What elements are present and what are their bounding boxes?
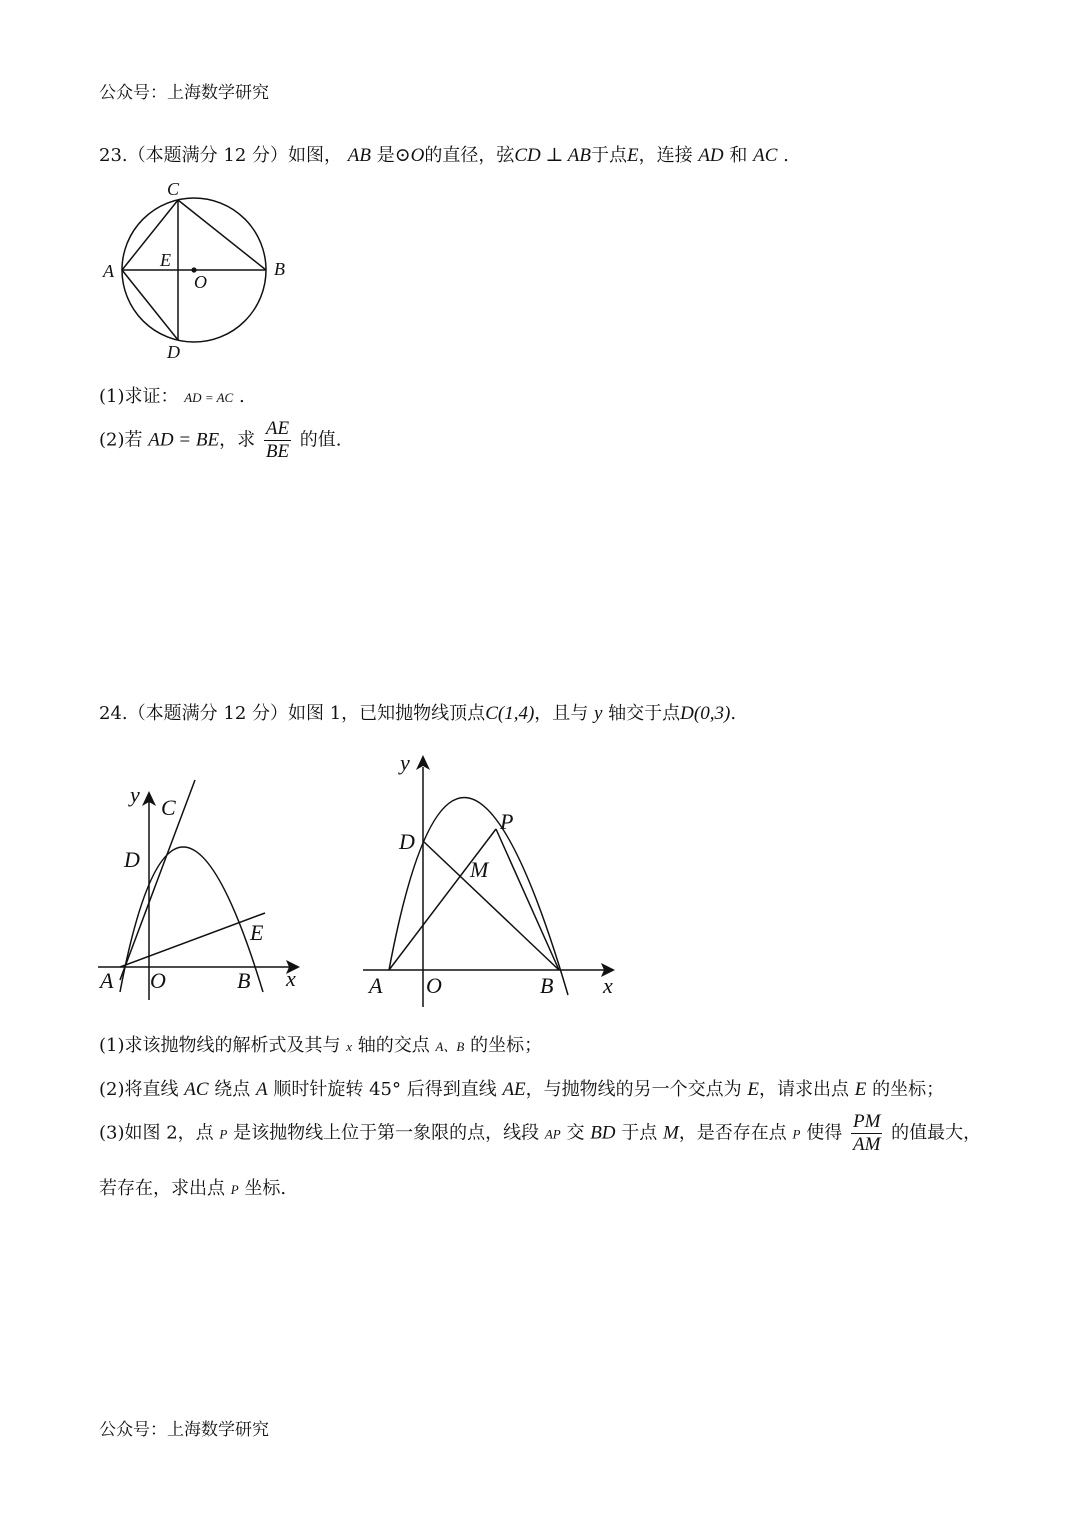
fig2-label-b: B — [540, 973, 554, 998]
label-c: C — [167, 179, 180, 199]
q23-credit: （本题满分 12 分） — [127, 145, 288, 166]
fraction-pm-am: $\frac{PM}{AM}$ — [852, 1111, 881, 1155]
q24-part1: (1)求该抛物线的解析式及其与 x 轴的交点 A、B 的坐标； — [99, 1035, 543, 1056]
fig2-label-x: x — [603, 973, 613, 998]
line-ac — [120, 780, 195, 980]
q24-credit: （本题满分 12 分） — [127, 703, 288, 724]
fraction-ae-be: $\frac{AE}{BE}$ — [265, 418, 290, 462]
label-a: A — [103, 261, 114, 281]
fig2-label-p: P — [500, 809, 514, 834]
fig1-label-d: D — [124, 847, 140, 872]
label-b: B — [274, 259, 285, 279]
q23-circle-figure — [100, 178, 300, 363]
label-e: E — [160, 250, 171, 270]
fig1-label-e: E — [250, 920, 264, 945]
q24-part3-line2: 若存在，求出点 P 坐标. — [99, 1178, 287, 1199]
q23-part1: (1)求证： AD = AC . — [99, 386, 245, 407]
q23-part2: (2)若 AD = BE，求 $\frac{AE}{BE}$ 的值. — [99, 418, 342, 462]
label-d: D — [167, 342, 180, 362]
parabola — [389, 798, 568, 995]
fig1-label-y: y — [130, 782, 140, 807]
q24-number: 24. — [99, 703, 128, 724]
label-o: O — [194, 272, 207, 292]
fig1-label-b: B — [237, 968, 251, 993]
fig2-label-m: M — [470, 857, 489, 882]
page-header: 公众号：上海数学研究 — [99, 83, 269, 103]
segment-cb — [178, 200, 266, 270]
fig1-label-o: O — [150, 968, 166, 993]
fig2-label-a: A — [369, 973, 383, 998]
q24-statement: 24.（本题满分 12 分）如图 1，已知抛物线顶点C(1,4)，且与 y 轴交于点D(0,3). — [99, 703, 737, 724]
fig1-label-a: A — [100, 968, 114, 993]
fig1-label-c: C — [161, 795, 176, 820]
q24-part2: (2)将直线 AC 绕点 A 顺时针旋转 45° 后得到直线 AE，与抛物线的另一个交点为 E，请求出点 E 的坐标； — [99, 1079, 945, 1100]
q24-part3: (3)如图 2，点 P 是该抛物线上位于第一象限的点，线段 AP 交 BD 于点 M，是否存在点 P 使得 $\frac{PM}{AM}$ 的值最大， — [99, 1111, 982, 1155]
fig1-label-x: x — [286, 966, 296, 991]
q24-figure-1 — [95, 780, 310, 1005]
q24-figure-2 — [360, 745, 625, 1010]
q23-statement: 23.（本题满分 12 分）如图， AB 是⊙O的直径，弦CD ⊥ AB于点E，连接 AD 和 AC . — [99, 145, 789, 166]
fig2-label-y: y — [400, 750, 410, 775]
page-footer: 公众号：上海数学研究 — [99, 1420, 269, 1440]
q23-number: 23. — [99, 145, 128, 166]
segment-pb — [496, 829, 559, 970]
fig2-label-o: O — [426, 973, 442, 998]
fig2-label-d: D — [399, 829, 415, 854]
